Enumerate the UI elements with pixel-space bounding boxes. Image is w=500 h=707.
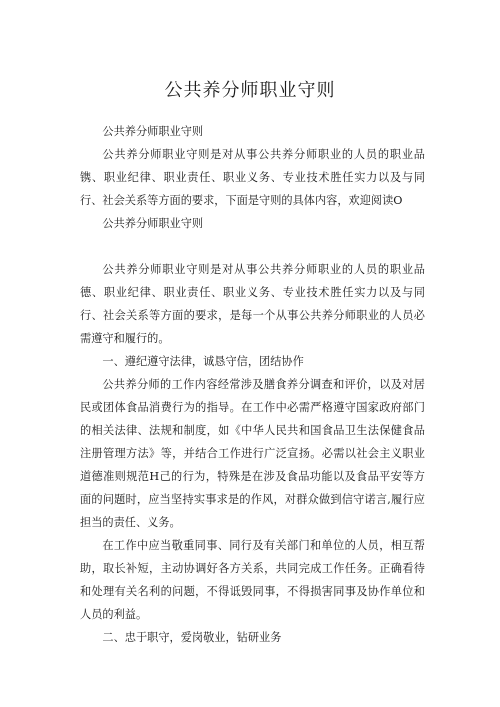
- subtitle-paragraph: 公共养分师职业守则: [102, 125, 204, 138]
- section-1-paragraph-1: 公共养分师的工作内容经常涉及膳食养分调查和评价，以及对居民或团体食品消费行为的指导。在工作中必需严格遵守国家政府部门的相关法律、法规和制度，如《中华人民共和国食品卫生法保健食品注册管理方法》等，并结合工作进行广泛宣扬。必需以社会主义职业道德准则规范H己的行为，特殊是在涉及食品功能以及食品平安等方面的问题时，应当坚持实事求是的作风，对群众做到信守诺言,履行应担当的责任、义务。: [80, 378, 425, 529]
- intro-paragraph: 公共养分师职业守则是对从事公共养分师职业的人员的职业品镌、职业纪律、职业责任、职业义务、专业技术胜任实力以及与同行、社会关系等方面的要求，下面是守则的具体内容，欢迎阅读O: [80, 148, 425, 207]
- section-heading-2: 二、忠于职守，爱岗敬业，钻研业务: [102, 631, 282, 644]
- document-title: 公共养分师职业守则: [164, 80, 336, 101]
- subtitle-paragraph-repeat: 公共养分师职业守则: [102, 217, 204, 230]
- document-body: [80, 120, 425, 649]
- section-heading-1: 一、遵纪遵守法律，诚恳守信，团结协作: [102, 355, 304, 368]
- section-1-paragraph-2: 在工作中应当敬重同事、同行及有关部门和单位的人员，相互帮助，取长补短，主动协调好各方关系，共同完成工作任务。正确看待和处理有关名利的问题，不得诋毁同事，不得损害同事及协作单位和人员的利益。: [80, 539, 425, 621]
- definition-paragraph: 公共养分师职业守则是对从事公共养分师职业的人员的职业品德、职业纪律、职业责任、职业义务、专业技术胜任实力以及与同行、社会关系等方面的要求，是每一个从事公共养分师职业的人员必需遵守和履行的。: [80, 263, 425, 345]
- blank-line: [80, 235, 425, 258]
